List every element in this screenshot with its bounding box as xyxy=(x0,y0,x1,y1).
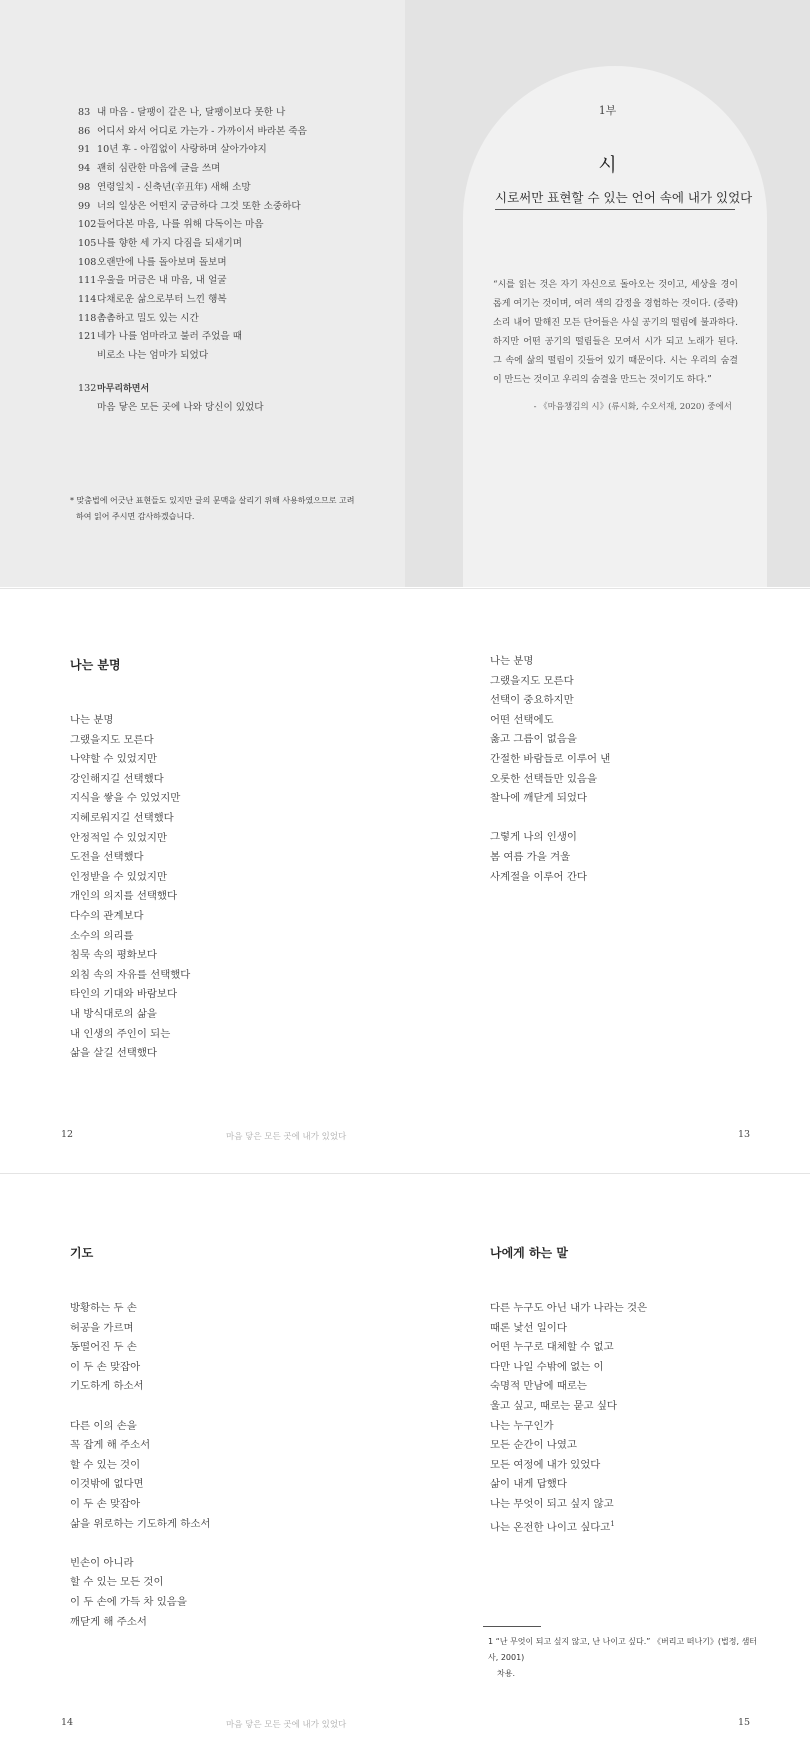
toc-footnote-line: 하여 읽어 주시면 감사하겠습니다. xyxy=(76,512,195,521)
poem-line: 그렇게 나의 인생이 xyxy=(490,831,577,844)
poem-line: 선택이 중요하지만 xyxy=(490,694,574,707)
poem-line: 어떤 선택에도 xyxy=(490,713,554,726)
toc-page-number: 99 xyxy=(78,200,91,212)
running-head: 마음 닿은 모든 곳에 내가 있었다 xyxy=(226,1720,347,1730)
toc-page-number: 114 xyxy=(78,294,97,306)
toc-page-number: 121 xyxy=(78,331,97,343)
poem-line: 나는 분명 xyxy=(490,655,534,667)
toc-page-number: 102 xyxy=(78,219,97,231)
toc-entry xyxy=(78,216,378,235)
toc-page-number: 94 xyxy=(78,163,91,175)
toc-page-number: 83 xyxy=(78,107,91,118)
toc-entry-subtitle: 마음 닿은 모든 곳에 나와 당신이 있었다 xyxy=(97,401,264,413)
footnote-marker: 1 xyxy=(610,1519,615,1528)
poem-line: 다만 나일 수밖에 없는 이 xyxy=(490,1360,604,1373)
toc-footnote-line: * 맞춤법에 어긋난 표현들도 있지만 글의 문맥을 살리기 위해 사용하였으므로 고려 xyxy=(70,496,355,505)
toc-entry-title: 내 마음 - 달팽이 같은 나, 달팽이보다 못한 나 xyxy=(97,107,286,118)
toc-entry xyxy=(78,254,378,273)
toc-page-number: 86 xyxy=(78,125,91,137)
poem-line: 소수의 의리를 xyxy=(70,929,134,942)
poem-line: 내 방식대로의 삶을 xyxy=(70,1007,157,1020)
poem-line: 모든 여정에 내가 있었다 xyxy=(490,1458,601,1471)
poem-line: 나는 무엇이 되고 싶지 않고 xyxy=(490,1497,614,1510)
toc-entry-title: 어디서 와서 어디로 가는가 - 가까이서 바라본 죽음 xyxy=(97,125,307,137)
poem-line: 인정받을 수 있었지만 xyxy=(70,870,167,883)
part-title-page xyxy=(405,0,810,587)
toc-entry-title: 나를 향한 세 가지 다짐을 되새기며 xyxy=(97,237,242,249)
poem-line: 어떤 누구로 대체할 수 없고 xyxy=(490,1341,614,1354)
toc-page-number: 105 xyxy=(78,237,97,249)
toc-entry xyxy=(78,123,378,142)
poem-line: 그랬을지도 모른다 xyxy=(490,674,574,687)
poem-line: 다수의 관계보다 xyxy=(70,909,144,922)
toc-entry-title: 들어다본 마음, 나를 위해 다독이는 마음 xyxy=(97,219,264,231)
part-title: 시 xyxy=(598,154,617,176)
poem-line: 방황하는 두 손 xyxy=(70,1302,137,1314)
poem-line: 찰나에 깨닫게 되었다 xyxy=(490,792,587,805)
poem-line: 숙명적 만남에 때로는 xyxy=(490,1380,587,1393)
toc-entry xyxy=(78,179,378,198)
epigraph-quote: “시를 읽는 것은 자기 자신으로 돌아오는 것이고, 세상을 경이롭게 여기는 것이며, 여러 색의 감정을 경험하는 것이다. (중략) 소리 내어 말해진 모든 단어들은 사실 공기의 떨림에 불과하다. 하지만 어떤 공기의 떨림들은 모여서 시가 되고 노래가 된다. 그 속에 삶의 떨림이 깃들어 있기 때문이다. 시는 우리의 숨결이 만드는 것이고 우리의 숨결을 만드는 것이기도 하다.” xyxy=(493,280,738,385)
poem-line: 외침 속의 자유를 선택했다 xyxy=(70,968,191,981)
poem-body xyxy=(70,1299,370,1632)
page-number: 14 xyxy=(61,1717,74,1728)
toc-entry xyxy=(78,160,378,179)
poem-line: 타인의 기대와 바람보다 xyxy=(70,988,177,1001)
poem-title: 나는 분명 xyxy=(70,658,121,672)
poem-line xyxy=(490,1515,790,1538)
poem-body xyxy=(490,1299,790,1538)
stanza-break xyxy=(70,1397,370,1417)
toc-entry xyxy=(78,310,378,329)
toc-entry-title: 마무리하면서 xyxy=(97,383,150,394)
poem-line: 안정적일 수 있었지만 xyxy=(70,831,167,844)
poem-line: 할 수 있는 것이 xyxy=(70,1458,141,1471)
toc-entry xyxy=(78,235,378,254)
toc-entry xyxy=(78,328,378,347)
poem-line: 꼭 잡게 해 주소서 xyxy=(70,1439,151,1452)
poem-line: 모든 순간이 나였고 xyxy=(490,1439,577,1452)
poem-line: 허공을 가르며 xyxy=(70,1321,134,1334)
toc-page-number: 91 xyxy=(78,144,91,156)
toc-page-number: 118 xyxy=(78,312,97,324)
toc-entry xyxy=(78,141,378,160)
footnote-rule xyxy=(483,1626,541,1627)
poem-line: 간절한 바람들로 이루어 낸 xyxy=(490,752,611,765)
poem-line: 기도하게 하소서 xyxy=(70,1380,144,1393)
poem-line: 삶을 살길 선택했다 xyxy=(70,1047,157,1060)
poem-line: 울고 싶고, 때로는 묻고 싶다 xyxy=(490,1399,617,1412)
toc-page-number: 132 xyxy=(78,382,97,394)
toc-entry-continuation: 비로소 나는 엄마가 되었다 xyxy=(97,350,209,362)
toc-entry xyxy=(78,104,378,123)
spread-toc-part1 xyxy=(0,0,810,587)
poem-line: 때론 낯선 일이다 xyxy=(490,1321,567,1334)
poem-footnote xyxy=(488,1634,758,1682)
poem-line: 내 인생의 주인이 되는 xyxy=(70,1027,171,1040)
poem-line: 옳고 그름이 없음을 xyxy=(490,733,577,746)
page-number: 13 xyxy=(738,1129,751,1140)
poem-body-right xyxy=(490,652,790,887)
poem-line: 강인해지길 선택했다 xyxy=(70,772,164,785)
toc-entry-closing xyxy=(78,380,378,399)
poem-line: 지혜로워지길 선택했다 xyxy=(70,811,174,824)
poem-line: 이것밖에 없다면 xyxy=(70,1478,144,1491)
poem-line: 다른 누구도 아닌 내가 나라는 것은 xyxy=(490,1302,648,1314)
toc-entry-title: 연령일치 - 신축년(辛丑年) 새해 소망 xyxy=(97,181,251,193)
poem-line: 오롯한 선택들만 있음을 xyxy=(490,772,597,785)
poem-body-left xyxy=(70,711,370,1064)
toc-entry-title: 오랜만에 나를 돌아보며 돌보며 xyxy=(97,256,227,268)
running-head: 마음 닿은 모든 곳에 내가 있었다 xyxy=(226,1132,347,1142)
part-label: 1부 xyxy=(598,104,617,117)
poem-line: 나약할 수 있었지만 xyxy=(70,753,157,766)
stanza-break xyxy=(70,1534,370,1554)
poem-title: 나에게 하는 말 xyxy=(490,1246,568,1260)
toc-entry xyxy=(78,291,378,310)
poem-line: 다른 이의 손을 xyxy=(70,1419,137,1432)
poem-line: 침묵 속의 평화보다 xyxy=(70,949,157,962)
page-number: 15 xyxy=(738,1717,751,1728)
poem-line: 이 두 손 맞잡아 xyxy=(70,1360,141,1373)
toc-entry-title: 촘촘하고 밀도 있는 시간 xyxy=(97,312,199,324)
poem-line: 그랬을지도 모른다 xyxy=(70,733,154,746)
poem-line-text: 나는 온전한 나이고 싶다고 xyxy=(490,1521,611,1533)
poem-line: 봄 여름 가을 겨울 xyxy=(490,850,571,863)
toc-entry xyxy=(78,198,378,217)
table-of-contents xyxy=(78,104,378,417)
footnote-line: 1 “난 무엇이 되고 싶지 않고, 난 나이고 싶다.” 《버리고 떠나기》(법정, 샘터사, 2001) xyxy=(488,1637,758,1662)
poem-line: 나는 분명 xyxy=(70,714,114,726)
toc-entry-title: 우울을 머금은 내 마음, 내 얼굴 xyxy=(97,275,227,287)
poem-title: 기도 xyxy=(70,1246,94,1260)
stanza-break xyxy=(490,809,790,829)
toc-entry xyxy=(78,272,378,291)
poem-line: 삶이 내게 답했다 xyxy=(490,1478,567,1491)
poem-line: 이 두 손 맞잡아 xyxy=(70,1497,141,1510)
part-subtitle: 시로써만 표현할 수 있는 언어 속에 내가 있었다 xyxy=(495,188,735,210)
poem-line: 할 수 있는 모든 것이 xyxy=(70,1576,164,1589)
footnote-line: 차용. xyxy=(497,1669,515,1678)
toc-entry-title: 네가 나를 엄마라고 불러 주었을 때 xyxy=(97,331,242,343)
poem-line: 빈손이 아니라 xyxy=(70,1556,134,1569)
poem-line: 삶을 위로하는 기도하게 하소서 xyxy=(70,1517,211,1530)
spread-poem-nanun-bunmyeong xyxy=(0,588,810,1174)
toc-page-number: 108 xyxy=(78,256,97,268)
toc-page xyxy=(0,0,405,587)
poem-line: 동떨어진 두 손 xyxy=(70,1341,137,1354)
toc-entry-title: 괜히 심란한 마음에 글을 쓰며 xyxy=(97,163,221,175)
poem-line: 도전을 선택했다 xyxy=(70,851,144,864)
poem-line: 사계절을 이루어 간다 xyxy=(490,870,587,883)
epigraph-source: - 《마음챙김의 시》(류시화, 수오서재, 2020) 중에서 xyxy=(533,402,732,412)
poem-line: 나는 누구인가 xyxy=(490,1419,554,1432)
toc-entry-title: 다채로운 삶으로부터 느낀 행복 xyxy=(97,294,227,306)
poem-line: 지식을 쌓을 수 있었지만 xyxy=(70,792,181,805)
toc-entry-title: 10년 후 - 아낌없이 사랑하며 살아가야지 xyxy=(97,144,267,156)
toc-footnote xyxy=(70,493,370,525)
poem-line: 깨닫게 해 주소서 xyxy=(70,1615,147,1628)
poem-line: 이 두 손에 가득 차 있음을 xyxy=(70,1595,187,1608)
poem-line: 개인의 의지를 선택했다 xyxy=(70,890,177,903)
toc-page-number: 98 xyxy=(78,181,91,193)
toc-entry-title: 너의 일상은 어떤지 궁금하다 그것 또한 소중하다 xyxy=(97,200,301,212)
page-number: 12 xyxy=(61,1129,74,1140)
toc-page-number: 111 xyxy=(78,275,97,287)
